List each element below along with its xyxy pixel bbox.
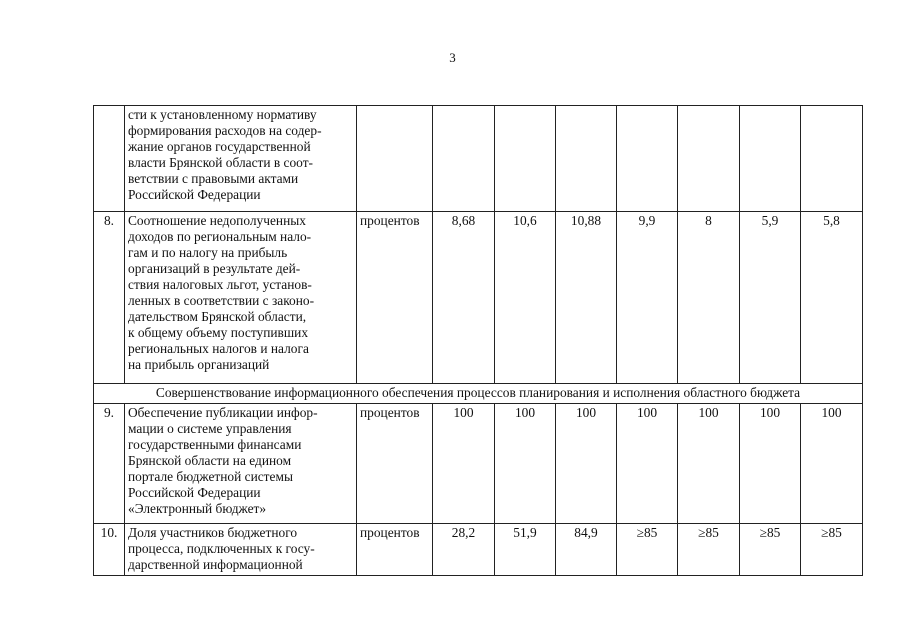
value-cell: 100 xyxy=(801,404,863,524)
value-cell xyxy=(801,106,863,212)
value-cell: ≥85 xyxy=(678,524,740,576)
indicator-name-line: Брянской области на едином xyxy=(128,453,292,468)
indicator-name-line: государственными финансами xyxy=(128,437,302,452)
value-cell xyxy=(433,106,495,212)
indicator-name-line: доходов по региональным нало- xyxy=(128,229,312,244)
indicator-name-line: жание органов государственной xyxy=(128,139,311,154)
value-cell: 100 xyxy=(740,404,801,524)
value-cell: ≥85 xyxy=(740,524,801,576)
row-number: 8. xyxy=(94,212,125,384)
indicator-name-line: Обеспечение публикации инфор- xyxy=(128,405,318,420)
unit-cell xyxy=(357,106,433,212)
value-cell: 5,8 xyxy=(801,212,863,384)
indicator-name-line: к общему объему поступивших xyxy=(128,325,309,340)
indicator-name-line: ствия налоговых льгот, установ- xyxy=(128,277,312,292)
row-number: 9. xyxy=(94,404,125,524)
page-number: 3 xyxy=(449,50,456,65)
indicator-name-line: мации о системе управления xyxy=(128,421,292,436)
value-cell xyxy=(740,106,801,212)
indicator-name-line: «Электронный бюджет» xyxy=(128,501,267,516)
indicator-name xyxy=(125,212,357,384)
section-row xyxy=(94,384,863,404)
unit-cell: процентов xyxy=(357,404,433,524)
value-cell: 100 xyxy=(495,404,556,524)
indicator-name-line: формирования расходов на содер- xyxy=(128,123,322,138)
value-cell: 9,9 xyxy=(617,212,678,384)
value-cell: 10,88 xyxy=(556,212,617,384)
indicator-name-line: Российской Федерации xyxy=(128,187,261,202)
indicator-name-line: гам и по налогу на прибыль xyxy=(128,245,288,260)
indicator-name xyxy=(125,106,357,212)
indicator-name-line: ветствии с правовыми актами xyxy=(128,171,299,186)
value-cell: 8 xyxy=(678,212,740,384)
indicator-name-line: процесса, подключенных к госу- xyxy=(128,541,315,556)
value-cell xyxy=(556,106,617,212)
row-number: 10. xyxy=(94,524,125,576)
value-cell: 100 xyxy=(433,404,495,524)
table-row xyxy=(94,404,863,524)
value-cell xyxy=(617,106,678,212)
value-cell: 84,9 xyxy=(556,524,617,576)
value-cell: 100 xyxy=(678,404,740,524)
indicator-name-line: портале бюджетной системы xyxy=(128,469,293,484)
unit-cell: процентов xyxy=(357,524,433,576)
indicator-name xyxy=(125,404,357,524)
value-cell xyxy=(678,106,740,212)
indicators-table xyxy=(93,105,863,576)
indicator-name-line: Соотношение недополученных xyxy=(128,213,306,228)
row-number xyxy=(94,106,125,212)
value-cell: 8,68 xyxy=(433,212,495,384)
indicator-name-line: власти Брянской области в соот- xyxy=(128,155,314,170)
indicator-name-line: дарственной информационной xyxy=(128,557,303,572)
value-cell: 28,2 xyxy=(433,524,495,576)
indicator-name-line: Доля участников бюджетного xyxy=(128,525,298,540)
value-cell: ≥85 xyxy=(801,524,863,576)
indicator-name-line: Российской Федерации xyxy=(128,485,261,500)
value-cell: 100 xyxy=(617,404,678,524)
value-cell: 100 xyxy=(556,404,617,524)
indicator-name-line: региональных налогов и налога xyxy=(128,341,309,356)
table-body xyxy=(94,106,863,576)
indicator-name-line: организаций в результате дей- xyxy=(128,261,301,276)
value-cell: 10,6 xyxy=(495,212,556,384)
section-title: Совершенствование информационного обеспечения процессов планирования и исполнения областного бюджета xyxy=(94,384,863,404)
value-cell: 51,9 xyxy=(495,524,556,576)
indicator-name-line: ленных в соответствии с законо- xyxy=(128,293,315,308)
indicator-name-line: дательством Брянской области, xyxy=(128,309,307,324)
value-cell: ≥85 xyxy=(617,524,678,576)
table-row xyxy=(94,212,863,384)
unit-cell: процентов xyxy=(357,212,433,384)
indicator-name-line: на прибыль организаций xyxy=(128,357,270,372)
indicator-name xyxy=(125,524,357,576)
value-cell xyxy=(495,106,556,212)
table-row xyxy=(94,524,863,576)
table-row xyxy=(94,106,863,212)
value-cell: 5,9 xyxy=(740,212,801,384)
indicator-name-line: сти к установленному нормативу xyxy=(128,107,317,122)
